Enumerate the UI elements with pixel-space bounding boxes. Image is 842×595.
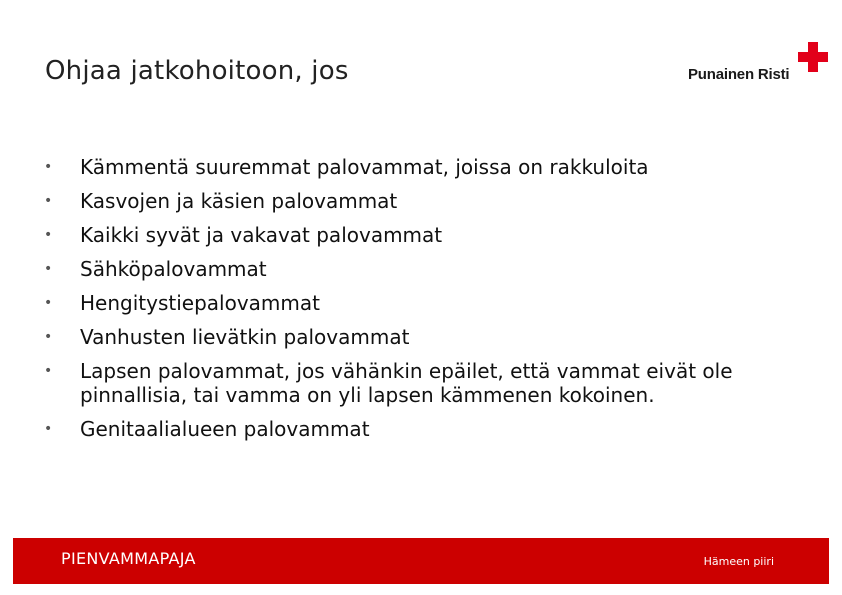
list-item (44, 155, 784, 179)
list-item (44, 223, 784, 247)
footer-title: PIENVAMMAPAJA (61, 549, 196, 568)
list-item-text: Hengitystiepalovammat (80, 291, 320, 315)
bullet-icon: • (44, 261, 53, 277)
list-item-text: Lapsen palovammat, jos vähänkin epäilet, että vammat eivät ole pinnallisia, tai vamma on yli lapsen kämmenen kokoinen. (80, 359, 733, 407)
bullet-icon: • (44, 329, 53, 345)
list-item-text: Kasvojen ja käsien palovammat (80, 189, 398, 213)
bullet-icon: • (44, 159, 53, 175)
list-item-text: Kämmentä suuremmat palovammat, joissa on rakkuloita (80, 155, 649, 179)
bullet-list (44, 155, 784, 451)
bullet-icon: • (44, 363, 53, 379)
list-item (44, 325, 784, 349)
bullet-icon: • (44, 295, 53, 311)
red-cross-icon (798, 42, 828, 72)
footer-bar (13, 538, 829, 584)
list-item (44, 257, 784, 281)
slide-title: Ohjaa jatkohoitoon, jos (45, 56, 349, 86)
list-item-text: Kaikki syvät ja vakavat palovammat (80, 223, 443, 247)
bullet-icon: • (44, 421, 53, 437)
list-item-text: Genitaalialueen palovammat (80, 417, 370, 441)
footer-region: Hämeen piiri (703, 555, 774, 568)
list-item-text: Vanhusten lievätkin palovammat (80, 325, 410, 349)
list-item (44, 291, 784, 315)
list-item (44, 359, 784, 407)
punainen-risti-logo (688, 42, 830, 88)
list-item (44, 189, 784, 213)
bullet-icon: • (44, 193, 53, 209)
bullet-icon: • (44, 227, 53, 243)
list-item (44, 417, 784, 441)
list-item-text: Sähköpalovammat (80, 257, 267, 281)
logo-text: Punainen Risti (688, 66, 790, 83)
